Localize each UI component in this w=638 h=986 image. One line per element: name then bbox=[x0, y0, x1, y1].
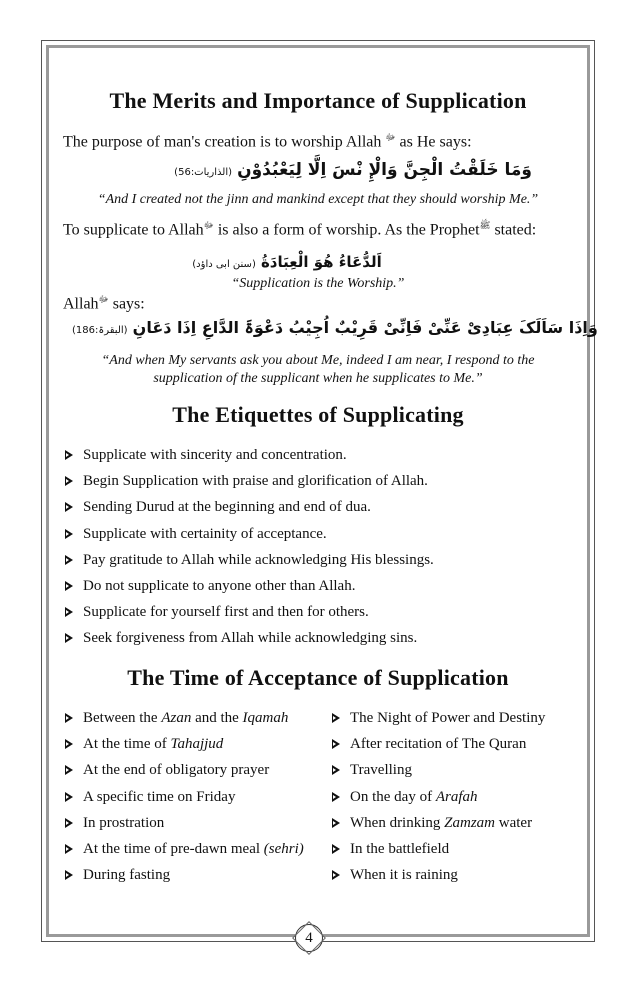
arrow-icon bbox=[65, 870, 73, 880]
page-number-text: 4 bbox=[305, 930, 313, 946]
section-title-etiquettes: The Etiquettes of Supplicating bbox=[172, 402, 464, 427]
arrow-icon bbox=[65, 818, 73, 828]
worship-text-b: is also a form of worship. As the Prophet bbox=[217, 221, 480, 239]
arrow-icon bbox=[65, 581, 73, 591]
arrow-icon bbox=[65, 502, 73, 512]
verse1-reference: (الذاريات:56) bbox=[174, 167, 233, 178]
arrow-icon bbox=[65, 765, 73, 775]
worship-text-c: stated: bbox=[494, 221, 537, 239]
list-item: After recitation of The Quran bbox=[329, 735, 574, 761]
honorific-prophet-icon: ﷺ bbox=[479, 221, 491, 231]
acceptance-list-right bbox=[329, 709, 574, 892]
arrow-icon bbox=[332, 739, 340, 749]
arrow-icon bbox=[332, 792, 340, 802]
verse1 bbox=[142, 160, 532, 180]
arrow-icon bbox=[65, 529, 73, 539]
hadith bbox=[182, 252, 392, 271]
list-item: Travelling bbox=[329, 761, 574, 787]
list-item: In the battlefield bbox=[329, 840, 574, 866]
hadith-arabic: اَلدُّعَاءُ هُوَ الْعِبَادَةُ bbox=[260, 253, 382, 271]
worship-text-a: To supplicate to Allah bbox=[63, 221, 204, 239]
intro-text-a: The purpose of man's creation is to worship Allah bbox=[63, 133, 382, 151]
verse1-arabic: وَمَا خَلَقْتُ الْجِنَّ وَالْإِ نْسَ اِلَّا لِيَعْبُدُوْنِ bbox=[237, 160, 532, 180]
section-title-acceptance: The Time of Acceptance of Supplication bbox=[127, 665, 509, 690]
arrow-icon bbox=[65, 607, 73, 617]
list-item: When it is raining bbox=[329, 866, 574, 892]
list-item: Supplicate for yourself first and then for others. bbox=[62, 603, 574, 629]
list-item: At the time of pre-dawn meal (sehri) bbox=[62, 840, 324, 866]
list-item: Supplicate with certainity of acceptance. bbox=[62, 525, 574, 551]
arrow-icon bbox=[65, 844, 73, 854]
arrow-icon bbox=[332, 844, 340, 854]
hadith-translation: “Supplication is the Worship.” bbox=[231, 276, 405, 291]
list-item: The Night of Power and Destiny bbox=[329, 709, 574, 735]
arrow-icon bbox=[65, 450, 73, 460]
honorific-allah-icon: ﷻ bbox=[385, 133, 396, 143]
arrow-icon bbox=[332, 713, 340, 723]
list-item: Sending Durud at the beginning and end of dua. bbox=[62, 498, 574, 524]
verse1-translation: “And I created not the jinn and mankind except that they should worship Me.” bbox=[97, 192, 539, 207]
allah-says-line bbox=[63, 293, 145, 313]
list-item: Do not supplicate to anyone other than Allah. bbox=[62, 577, 574, 603]
acceptance-list-left bbox=[62, 709, 324, 892]
etiquettes-list bbox=[62, 446, 574, 656]
arrow-icon bbox=[65, 555, 73, 565]
list-item: Supplicate with sincerity and concentration. bbox=[62, 446, 574, 472]
list-item: During fasting bbox=[62, 866, 324, 892]
list-item: Seek forgiveness from Allah while acknowledging sins. bbox=[62, 629, 574, 655]
list-item: Begin Supplication with praise and glorification of Allah. bbox=[62, 472, 574, 498]
honorific-allah-icon: ﷻ bbox=[98, 295, 109, 305]
arrow-icon bbox=[65, 792, 73, 802]
worship-line bbox=[63, 219, 536, 239]
arrow-icon bbox=[65, 713, 73, 723]
arrow-icon bbox=[332, 870, 340, 880]
verse2-arabic: وَاِذَا سَاَلَکَ عِبَادِیْ عَنِّیْ فَاِنِّیْ قَرِیْبٌ اُجِیْبُ دَعْوَۃَ الدَّاعِ اِذَا دَعَانِ bbox=[132, 318, 598, 337]
intro-line bbox=[63, 131, 472, 151]
verse2-translation-line2: supplication of the supplicant when he supplicates to Me.” bbox=[153, 371, 483, 386]
arrow-icon bbox=[65, 476, 73, 486]
allah-says-text-a: Allah bbox=[63, 295, 99, 313]
arrow-icon bbox=[65, 739, 73, 749]
list-item: On the day of Arafah bbox=[329, 788, 574, 814]
hadith-reference: (سنن ابی داؤد) bbox=[192, 259, 256, 270]
arrow-icon bbox=[65, 633, 73, 643]
verse2-translation-line1: “And when My servants ask you about Me, indeed I am near, I respond to the bbox=[101, 353, 535, 368]
list-item: A specific time on Friday bbox=[62, 788, 324, 814]
section-title-merits: The Merits and Importance of Supplication bbox=[109, 88, 527, 113]
verse2-reference: (البقرۃ:186) bbox=[72, 325, 128, 336]
list-item: At the end of obligatory prayer bbox=[62, 761, 324, 787]
verse2 bbox=[72, 318, 598, 337]
honorific-allah-icon: ﷻ bbox=[203, 221, 214, 231]
allah-says-text-b: says: bbox=[112, 295, 145, 313]
arrow-icon bbox=[332, 818, 340, 828]
list-item: In prostration bbox=[62, 814, 324, 840]
list-item: Pay gratitude to Allah while acknowledging His blessings. bbox=[62, 551, 574, 577]
list-item: Between the Azan and the Iqamah bbox=[62, 709, 324, 735]
page-number bbox=[295, 924, 323, 952]
list-item: When drinking Zamzam water bbox=[329, 814, 574, 840]
arrow-icon bbox=[332, 765, 340, 775]
list-item: At the time of Tahajjud bbox=[62, 735, 324, 761]
intro-text-b: as He says: bbox=[399, 133, 472, 151]
